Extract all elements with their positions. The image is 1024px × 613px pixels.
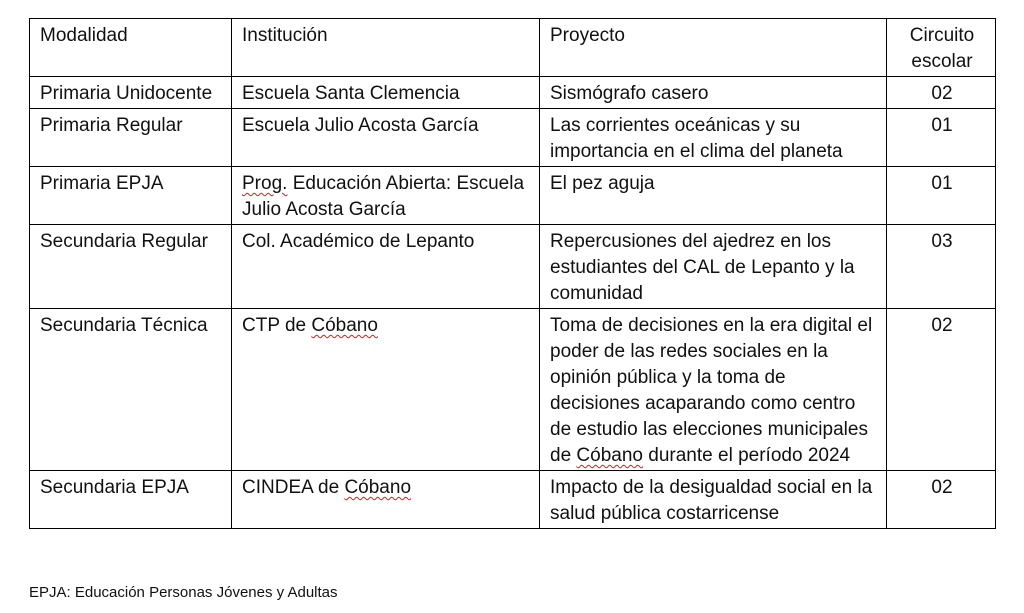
proyecto-cell: Toma de decisiones en la era digital el poder de las redes sociales en la opinión pública y la toma de decisiones acaparando como centro de estudio las elecciones municipales de Cóbano durante el período 2024 <box>540 309 887 471</box>
column-header: Circuito escolar <box>887 19 996 77</box>
modalidad-cell: Primaria EPJA <box>30 167 232 225</box>
circuito-cell: 01 <box>887 167 996 225</box>
table-row <box>30 309 996 471</box>
proyecto-cell: Impacto de la desigualdad social en la salud pública costarricense <box>540 471 887 529</box>
circuito-cell: 02 <box>887 309 996 471</box>
modalidad-cell: Secundaria Regular <box>30 225 232 309</box>
table-row <box>30 167 996 225</box>
modalidad-cell: Primaria Unidocente <box>30 77 232 109</box>
spellcheck-mark: Cóbano <box>344 477 412 498</box>
institucion-cell: CTP de Cóbano <box>232 309 540 471</box>
proyecto-cell: Las corrientes oceánicas y su importancia en el clima del planeta <box>540 109 887 167</box>
modalidad-cell: Primaria Regular <box>30 109 232 167</box>
projects-table <box>29 18 996 529</box>
projects-table-body <box>30 19 996 529</box>
institucion-cell: Escuela Julio Acosta García <box>232 109 540 167</box>
table-header-row <box>30 19 996 77</box>
table-row <box>30 109 996 167</box>
spellcheck-mark: Prog. <box>242 173 288 194</box>
institucion-cell: Prog. Educación Abierta: Escuela Julio Acosta García <box>232 167 540 225</box>
column-header: Proyecto <box>540 19 887 77</box>
institucion-cell: CINDEA de Cóbano <box>232 471 540 529</box>
table-row <box>30 471 996 529</box>
modalidad-cell: Secundaria EPJA <box>30 471 232 529</box>
column-header: Modalidad <box>30 19 232 77</box>
modalidad-cell: Secundaria Técnica <box>30 309 232 471</box>
circuito-cell: 01 <box>887 109 996 167</box>
spellcheck-mark: Cóbano <box>576 445 643 466</box>
circuito-cell: 02 <box>887 471 996 529</box>
column-header: Institución <box>232 19 540 77</box>
institucion-cell: Col. Académico de Lepanto <box>232 225 540 309</box>
proyecto-cell: El pez aguja <box>540 167 887 225</box>
proyecto-cell: Sismógrafo casero <box>540 77 887 109</box>
footnote: EPJA: Educación Personas Jóvenes y Adultas <box>29 584 338 601</box>
circuito-cell: 02 <box>887 77 996 109</box>
spellcheck-mark: Cóbano <box>311 315 378 336</box>
table-row <box>30 77 996 109</box>
table-row <box>30 225 996 309</box>
institucion-cell: Escuela Santa Clemencia <box>232 77 540 109</box>
circuito-cell: 03 <box>887 225 996 309</box>
proyecto-cell: Repercusiones del ajedrez en los estudiantes del CAL de Lepanto y la comunidad <box>540 225 887 309</box>
